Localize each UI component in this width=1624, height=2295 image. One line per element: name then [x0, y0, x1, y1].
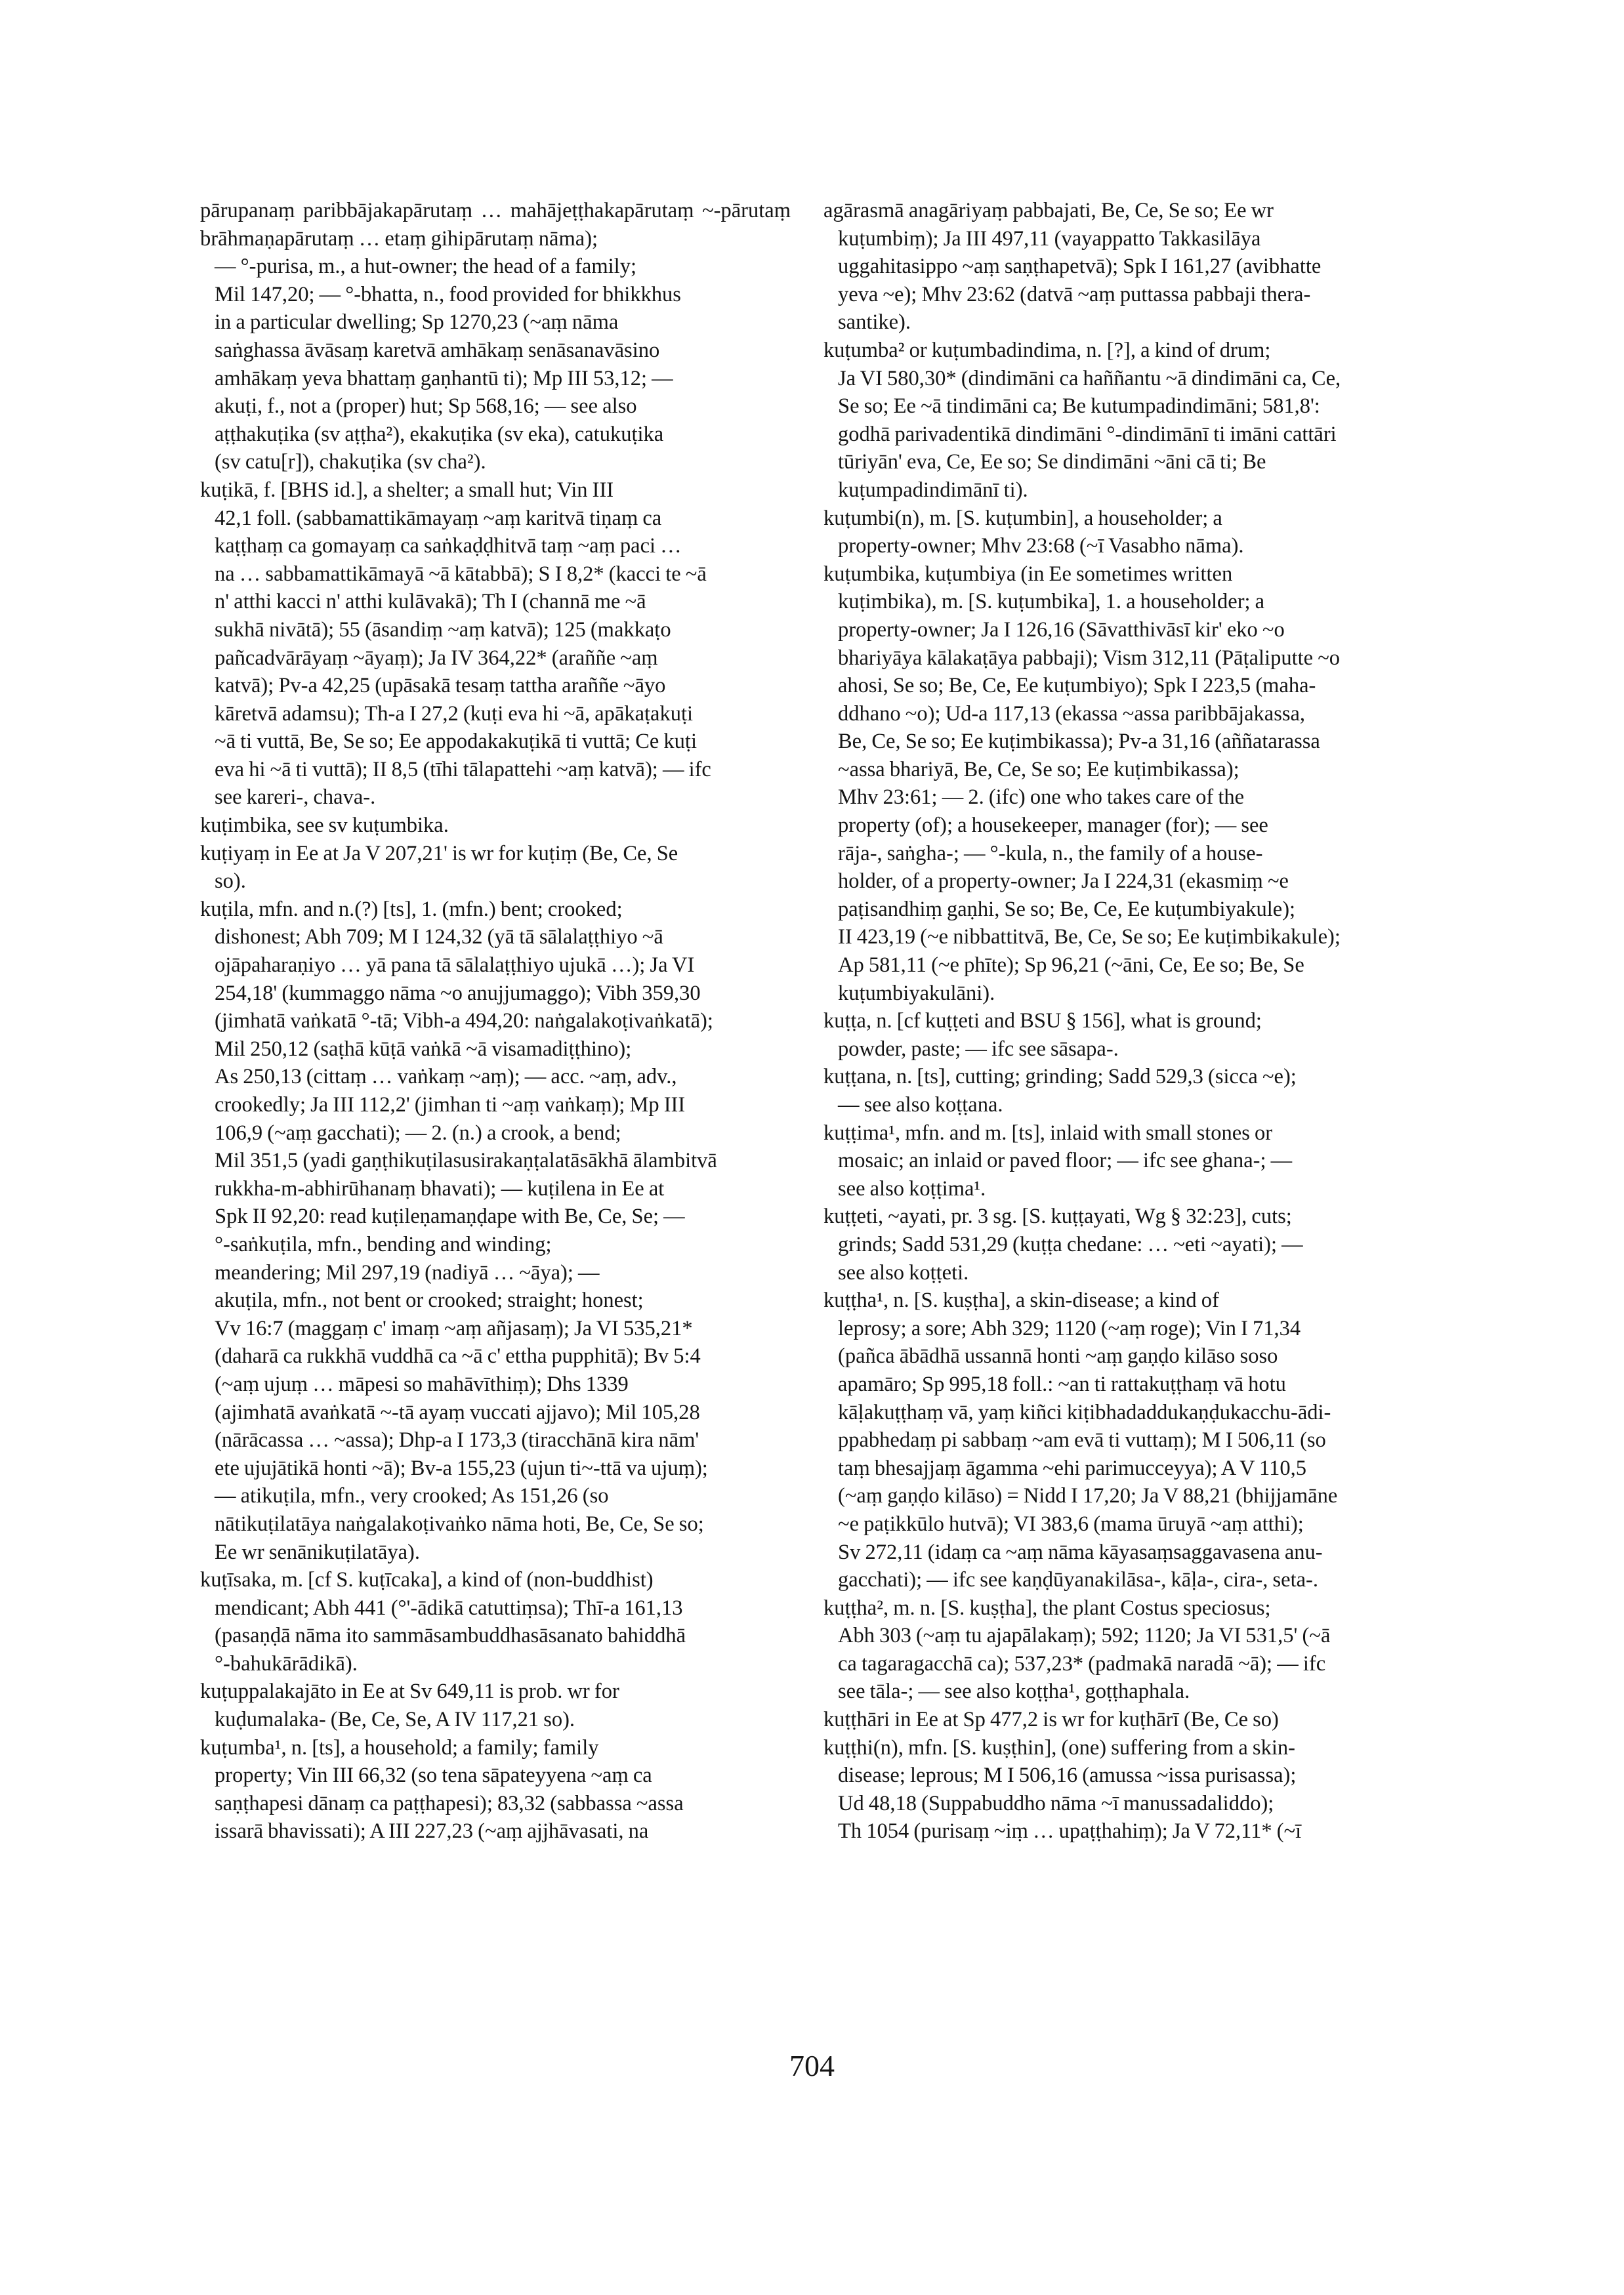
entry-line: rukkha-m-abhirūhanaṃ bhavati); — kuṭilena in Ee at — [215, 1176, 665, 1201]
entry-line: Mil 147,20; — °-bhatta, n., food provided for bhikkhus — [215, 282, 681, 306]
entry-line: Be, Ce, Se so; Ee kuṭimbikassa); Pv-a 31,16 (aññatarassa — [838, 730, 1320, 754]
entry-line: kuṭimbika), m. [S. kuṭumbika], 1. a householder; a — [838, 590, 1265, 614]
entry-line: kuṭumpadindimānī ti). — [838, 478, 1028, 502]
entry-line: katvā); Pv-a 42,25 (upāsakā tesaṃ tattha araññe ~āyo — [215, 674, 666, 698]
entry-line: Sv 272,11 (idaṃ ca ~aṃ nāma kāyasaṃsaggavasena anu- — [838, 1540, 1323, 1564]
entry-line: ~assa bhariyā, Be, Ce, Se so; Ee kuṭimbikassa); — [838, 757, 1239, 781]
entry-line: kuṭimbika, see sv kuṭumbika. — [200, 814, 449, 838]
dictionary-entry — [200, 840, 791, 896]
entry-line: eva hi ~ā ti vuttā); II 8,5 (tīhi tālapattehi ~aṃ katvā); — ifc — [215, 757, 711, 781]
entry-line: kuṭumbi(n), m. [S. kuṭumbin], a householder; a — [823, 506, 1222, 530]
entry-line: — see also koṭṭana. — [838, 1093, 1003, 1117]
dictionary-entry — [200, 1566, 791, 1678]
dictionary-entry — [200, 1678, 791, 1733]
entry-line: (~aṃ gaṇḍo kilāso) = Nidd I 17,20; Ja V 88,21 (bhijjamāne — [838, 1484, 1338, 1508]
entry-line: akuṭila, mfn., not bent or crooked; straight; honest; — [215, 1289, 644, 1313]
entry-line: Spk II 92,20: read kuṭileṇamaṇḍape with Be, Ce, Se; — — [215, 1205, 685, 1229]
dictionary-entry — [823, 1734, 1414, 1846]
entry-line: leprosy; a sore; Abh 329; 1120 (~aṃ roge); Vin I 71,34 — [838, 1316, 1301, 1340]
entry-line: aṭṭhakuṭika (sv aṭṭha²), ekakuṭika (sv eka), catukuṭika — [215, 422, 664, 446]
dictionary-entry — [823, 1706, 1414, 1734]
entry-line: see also koṭṭima¹. — [838, 1176, 986, 1201]
dictionary-entry — [823, 197, 1414, 337]
entry-line: kuṭṭana, n. [ts], cutting; grinding; Sadd 529,3 (sicca ~e); — [823, 1065, 1297, 1089]
entry-line: uggahitasippo ~aṃ saṇṭhapetvā); Spk I 161,27 (avibhatte — [838, 255, 1322, 279]
entry-line: Mil 250,12 (saṭhā kūṭā vaṅkā ~ā visamadiṭṭhino); — [215, 1037, 632, 1061]
entry-line: tūriyān' eva, Ce, Ee so; Se dindimāni ~āni cā ti; Be — [838, 450, 1266, 474]
entry-line: meandering; Mil 297,19 (nadiyā … ~āya); — — [215, 1260, 600, 1285]
entry-line: Ja VI 580,30* (dindimāni ca haññantu ~ā dindimāni ca, Ce, — [838, 366, 1341, 390]
entry-line: santike). — [838, 310, 911, 335]
entry-line: kuṭumba¹, n. [ts], a household; a family; family — [200, 1735, 599, 1760]
entry-line: Abh 303 (~aṃ tu ajapālakaṃ); 592; 1120; Ja VI 531,5' (~ā — [838, 1624, 1331, 1648]
entry-line: disease; leprous; M I 506,16 (amussa ~issa purisassa); — [838, 1764, 1297, 1788]
entry-line: godhā parivadentikā dindimāni °-dindimānī ti imāni cattāri — [838, 422, 1337, 446]
entry-line: (pañca ābādhā ussannā honti ~aṃ gaṇḍo kilāso soso — [838, 1344, 1278, 1369]
entry-line: (sv catu[r]), chakuṭika (sv cha²). — [215, 450, 486, 474]
entry-line: (jimhatā vaṅkatā °-tā; Vibh-a 494,20: naṅgalakoṭivaṅkatā); — [215, 1009, 713, 1033]
entry-line: kuṭṭeti, ~ayati, pr. 3 sg. [S. kuṭṭayati, Wg § 32:23], cuts; — [823, 1205, 1292, 1229]
entry-line: ete ujujātikā honti ~ā); Bv-a 155,23 (ujun ti~-ttā va ujuṃ); — [215, 1456, 708, 1480]
entry-line: 42,1 foll. (sabbamattikāmayaṃ ~aṃ karitvā tiṇaṃ ca — [215, 506, 662, 530]
entry-line: (~aṃ ujuṃ … māpesi so mahāvīthiṃ); Dhs 1339 — [215, 1372, 629, 1396]
entry-line: kuṭīsaka, m. [cf S. kuṭīcaka], a kind of (non-buddhist) — [200, 1568, 654, 1592]
entry-line: apamāro; Sp 995,18 foll.: ~an ti rattakuṭṭhaṃ vā hotu — [838, 1372, 1286, 1396]
entry-line: saṇṭhapesi dānaṃ ca paṭṭhapesi); 83,32 (sabbassa ~assa — [215, 1791, 684, 1815]
entry-line: gacchati); — ifc see kaṇḍūyanakilāsa-, kāḷa-, cira-, seta-. — [838, 1568, 1318, 1592]
entry-line: Ud 48,18 (Suppabuddho nāma ~ī manussadaliddo); — [838, 1791, 1274, 1815]
dictionary-entry — [823, 1287, 1414, 1594]
entry-line: kuṭumba² or kuṭumbadindima, n. [?], a kind of drum; — [823, 338, 1271, 362]
entry-line: kuṭumbika, kuṭumbiya (in Ee sometimes written — [823, 562, 1233, 586]
entry-line: kuṭumbiyakulāni). — [838, 981, 995, 1005]
entry-line: kuḍumalaka- (Be, Ce, Se, A IV 117,21 so). — [215, 1708, 575, 1732]
entry-line: pañcadvārāyaṃ ~āyaṃ); Ja IV 364,22* (araññe ~aṃ — [215, 646, 658, 670]
left-column — [200, 197, 791, 1846]
entry-line: kuṭṭhi(n), mfn. [S. kuṣṭhin], (one) suffering from a skin- — [823, 1735, 1295, 1760]
entry-line: °-saṅkuṭila, mfn., bending and winding; — [215, 1232, 552, 1256]
entry-line: kuṭuppalakajāto in Ee at Sv 649,11 is prob. wr for — [200, 1680, 619, 1704]
entry-line: agārasmā anagāriyaṃ pabbajati, Be, Ce, Se so; Ee wr — [823, 199, 1274, 222]
entry-line: As 250,13 (cittaṃ … vaṅkaṃ ~aṃ); — acc. ~aṃ, adv., — [215, 1065, 677, 1089]
entry-line: property-owner; Mhv 23:68 (~ī Vasabho nāma). — [838, 534, 1244, 558]
entry-line: powder, paste; — ifc see sāsapa-. — [838, 1037, 1119, 1061]
entry-line: dishonest; Abh 709; M I 124,32 (yā tā sālalaṭṭhiyo ~ā — [215, 925, 663, 949]
entry-line: na … sabbamattikāmayā ~ā kātabbā); S I 8,2* (kacci te ~ā — [215, 562, 707, 586]
entry-line: Th 1054 (purisaṃ ~iṃ … upaṭṭhahiṃ); Ja V 72,11* (~ī — [838, 1819, 1302, 1844]
entry-line: property-owner; Ja I 126,16 (Sāvatthivāsī kir' eko ~o — [838, 617, 1285, 642]
entry-line: Ee wr senānikuṭilatāya). — [215, 1540, 420, 1564]
entry-line: grinds; Sadd 531,29 (kuṭṭa chedane: … ~eti ~ayati); — — [838, 1232, 1303, 1256]
entry-line: (nārācassa … ~assa); Dhp-a I 173,3 (tiracchānā kira nām' — [215, 1428, 699, 1453]
entry-line: saṅghassa āvāsaṃ karetvā amhākaṃ senāsanavāsino — [215, 338, 660, 362]
entry-line: ojāpaharaṇiyo … yā pana tā sālalaṭṭhiyo ujukā …); Ja VI — [215, 953, 695, 978]
dictionary-entry — [823, 1007, 1414, 1063]
entry-line: property (of); a housekeeper, manager (for); — see — [838, 814, 1268, 838]
entry-line: ppabhedaṃ pi sabbaṃ ~am evā ti vuttaṃ); M I 506,11 (so — [838, 1428, 1326, 1453]
entry-line: pārupanaṃ paribbājakapārutaṃ … mahājeṭṭhakapārutaṃ ~-pārutaṃ brāhmaṇapārutaṃ … etaṃ gihipārutaṃ nāma); — [200, 199, 791, 251]
dictionary-entry — [200, 1734, 791, 1846]
dictionary-entry — [200, 197, 791, 476]
entry-line: Mhv 23:61; — 2. (ifc) one who takes care of the — [838, 785, 1245, 810]
dictionary-entry — [823, 1203, 1414, 1287]
entry-line: ddhano ~o); Ud-a 117,13 (ekassa ~assa paribbājakassa, — [838, 701, 1306, 726]
entry-line: n' atthi kacci n' atthi kulāvakā); Th I (channā me ~ā — [215, 590, 646, 614]
entry-line: kuṭiyaṃ in Ee at Ja V 207,21' is wr for kuṭiṃ (Be, Ce, Se — [200, 841, 678, 865]
entry-line: ca tagaragacchā ca); 537,23* (padmakā naradā ~ā); — ifc — [838, 1651, 1326, 1676]
right-column — [823, 197, 1414, 1846]
entry-line: sukhā nivātā); 55 (āsandiṃ ~aṃ katvā); 125 (makkaṭo — [215, 617, 671, 642]
entry-line: issarā bhavissati); A III 227,23 (~aṃ ajjhāvasati, na — [215, 1819, 649, 1844]
entry-line: see also koṭṭeti. — [838, 1260, 969, 1285]
entry-line: Se so; Ee ~ā tindimāni ca; Be kutumpadindimāni; 581,8': — [838, 394, 1320, 419]
entry-line: kuṭṭima¹, mfn. and m. [ts], inlaid with small stones or — [823, 1121, 1273, 1145]
entry-line: akuṭi, f., not a (proper) hut; Sp 568,16; — see also — [215, 394, 637, 419]
entry-line: kaṭṭhaṃ ca gomayaṃ ca saṅkaḍḍhitvā taṃ ~aṃ paci … — [215, 534, 682, 558]
entry-line: kuṭila, mfn. and n.(?) [ts], 1. (mfn.) bent; crooked; — [200, 897, 623, 921]
entry-line: ~e paṭikkūlo hutvā); VI 383,6 (mama ūruyā ~aṃ atthi); — [838, 1512, 1304, 1536]
entry-line: ahosi, Se so; Be, Ce, Ee kuṭumbiyo); Spk I 223,5 (maha- — [838, 674, 1316, 698]
entry-line: kāretvā adamsu); Th-a I 27,2 (kuṭi eva hi ~ā, apākaṭakuṭi — [215, 701, 694, 726]
entry-line: kuṭṭa, n. [cf kuṭṭeti and BSU § 156], what is ground; — [823, 1009, 1262, 1033]
dictionary-entry — [823, 560, 1414, 1008]
entry-line: rāja-, saṅgha-; — °-kula, n., the family of a house- — [838, 841, 1263, 865]
entry-line: yeva ~e); Mhv 23:62 (datvā ~aṃ puttassa pabbaji thera- — [838, 282, 1311, 306]
entry-line: kuṭṭhāri in Ee at Sp 477,2 is wr for kuṭhārī (Be, Ce so) — [823, 1708, 1279, 1732]
dictionary-entry — [823, 1594, 1414, 1706]
entry-line: kuṭikā, f. [BHS id.], a shelter; a small hut; Vin III — [200, 478, 614, 502]
entry-line: crookedly; Ja III 112,2' (jimhan ti ~aṃ vaṅkaṃ); Mp III — [215, 1093, 686, 1117]
entry-line: 106,9 (~aṃ gacchati); — 2. (n.) a crook, a bend; — [215, 1121, 621, 1145]
entry-line: amhākaṃ yeva bhattaṃ gaṇhantū ti); Mp III 53,12; — — [215, 366, 673, 390]
entry-line: Ap 581,11 (~e phīte); Sp 96,21 (~āni, Ce, Ee so; Be, Se — [838, 953, 1304, 978]
entry-line: see tāla-; — see also koṭṭha¹, goṭṭhaphala. — [838, 1680, 1190, 1704]
entry-line: 254,18' (kummaggo nāma ~o anujjumaggo); Vibh 359,30 — [215, 981, 701, 1005]
entry-line: in a particular dwelling; Sp 1270,23 (~aṃ nāma — [215, 310, 619, 335]
dictionary-entry — [823, 1063, 1414, 1119]
entry-line: — atikuṭila, mfn., very crooked; As 151,26 (so — [215, 1484, 609, 1508]
dictionary-entry — [200, 812, 791, 840]
entry-line: nātikuṭilatāya naṅgalakoṭivaṅko nāma hoti, Be, Ce, Se so; — [215, 1512, 704, 1536]
entry-line: °-bahukārādikā). — [215, 1651, 358, 1676]
page-number: 704 — [789, 2049, 835, 2082]
entry-line: kuṭumbiṃ); Ja III 497,11 (vayappatto Takkasilāya — [838, 226, 1261, 251]
entry-line: (daharā ca rukkhā vuddhā ca ~ā c' ettha pupphitā); Bv 5:4 — [215, 1344, 701, 1369]
entry-line: mendicant; Abh 441 (°'-ādikā catuttiṃsa); Thī-a 161,13 — [215, 1596, 683, 1620]
entry-line: holder, of a property-owner; Ja I 224,31 (ekasmiṃ ~e — [838, 869, 1289, 894]
entry-line: taṃ bhesajjaṃ āgamma ~ehi parimucceyya); A V 110,5 — [838, 1456, 1306, 1480]
entry-line: property; Vin III 66,32 (so tena sāpateyyena ~aṃ ca — [215, 1764, 652, 1788]
entry-line: mosaic; an inlaid or paved floor; — ifc see ghana-; — — [838, 1149, 1293, 1173]
entry-line: Vv 16:7 (maggaṃ c' imaṃ ~aṃ añjasaṃ); Ja VI 535,21* — [215, 1316, 693, 1340]
entry-line: Mil 351,5 (yadi gaṇṭhikuṭilasusirakaṇṭalatāsākhā ālambitvā — [215, 1149, 717, 1173]
entry-line: II 423,19 (~e nibbattitvā, Be, Ce, Se so; Ee kuṭimbikakule); — [838, 925, 1341, 949]
entry-line: kuṭṭha², m. n. [S. kuṣṭha], the plant Costus speciosus; — [823, 1596, 1271, 1620]
entry-line: kuṭṭha¹, n. [S. kuṣṭha], a skin-disease; a kind of — [823, 1289, 1219, 1313]
dictionary-entry — [200, 476, 791, 812]
entry-line: kāḷakuṭṭhaṃ vā, yaṃ kiñci kiṭibhadaddukaṇḍukacchu-ādi- — [838, 1400, 1331, 1424]
dictionary-entry — [823, 337, 1414, 505]
entry-line: (ajimhatā avaṅkatā ~-tā ayaṃ vuccati ajjavo); Mil 105,28 — [215, 1400, 700, 1424]
dictionary-entry — [823, 505, 1414, 560]
entry-line: so). — [215, 869, 246, 894]
entry-line: bhariyāya kālakaṭāya pabbaji); Vism 312,11 (Pāṭaliputte ~o — [838, 646, 1341, 670]
entry-line: ~ā ti vuttā, Be, Se so; Ee appodakakuṭikā ti vuttā; Ce kuṭi — [215, 730, 697, 754]
entry-line: paṭisandhiṃ gaṇhi, Se so; Be, Ce, Ee kuṭumbiyakule); — [838, 897, 1296, 921]
entry-line: (pasaṇḍā nāma ito sammāsambuddhasāsanato bahiddhā — [215, 1624, 686, 1648]
dictionary-entry — [823, 1119, 1414, 1203]
dictionary-entry — [200, 896, 791, 1566]
entry-line: — °-purisa, m., a hut-owner; the head of a family; — [215, 255, 636, 279]
entry-line: see kareri-, chava-. — [215, 785, 376, 810]
